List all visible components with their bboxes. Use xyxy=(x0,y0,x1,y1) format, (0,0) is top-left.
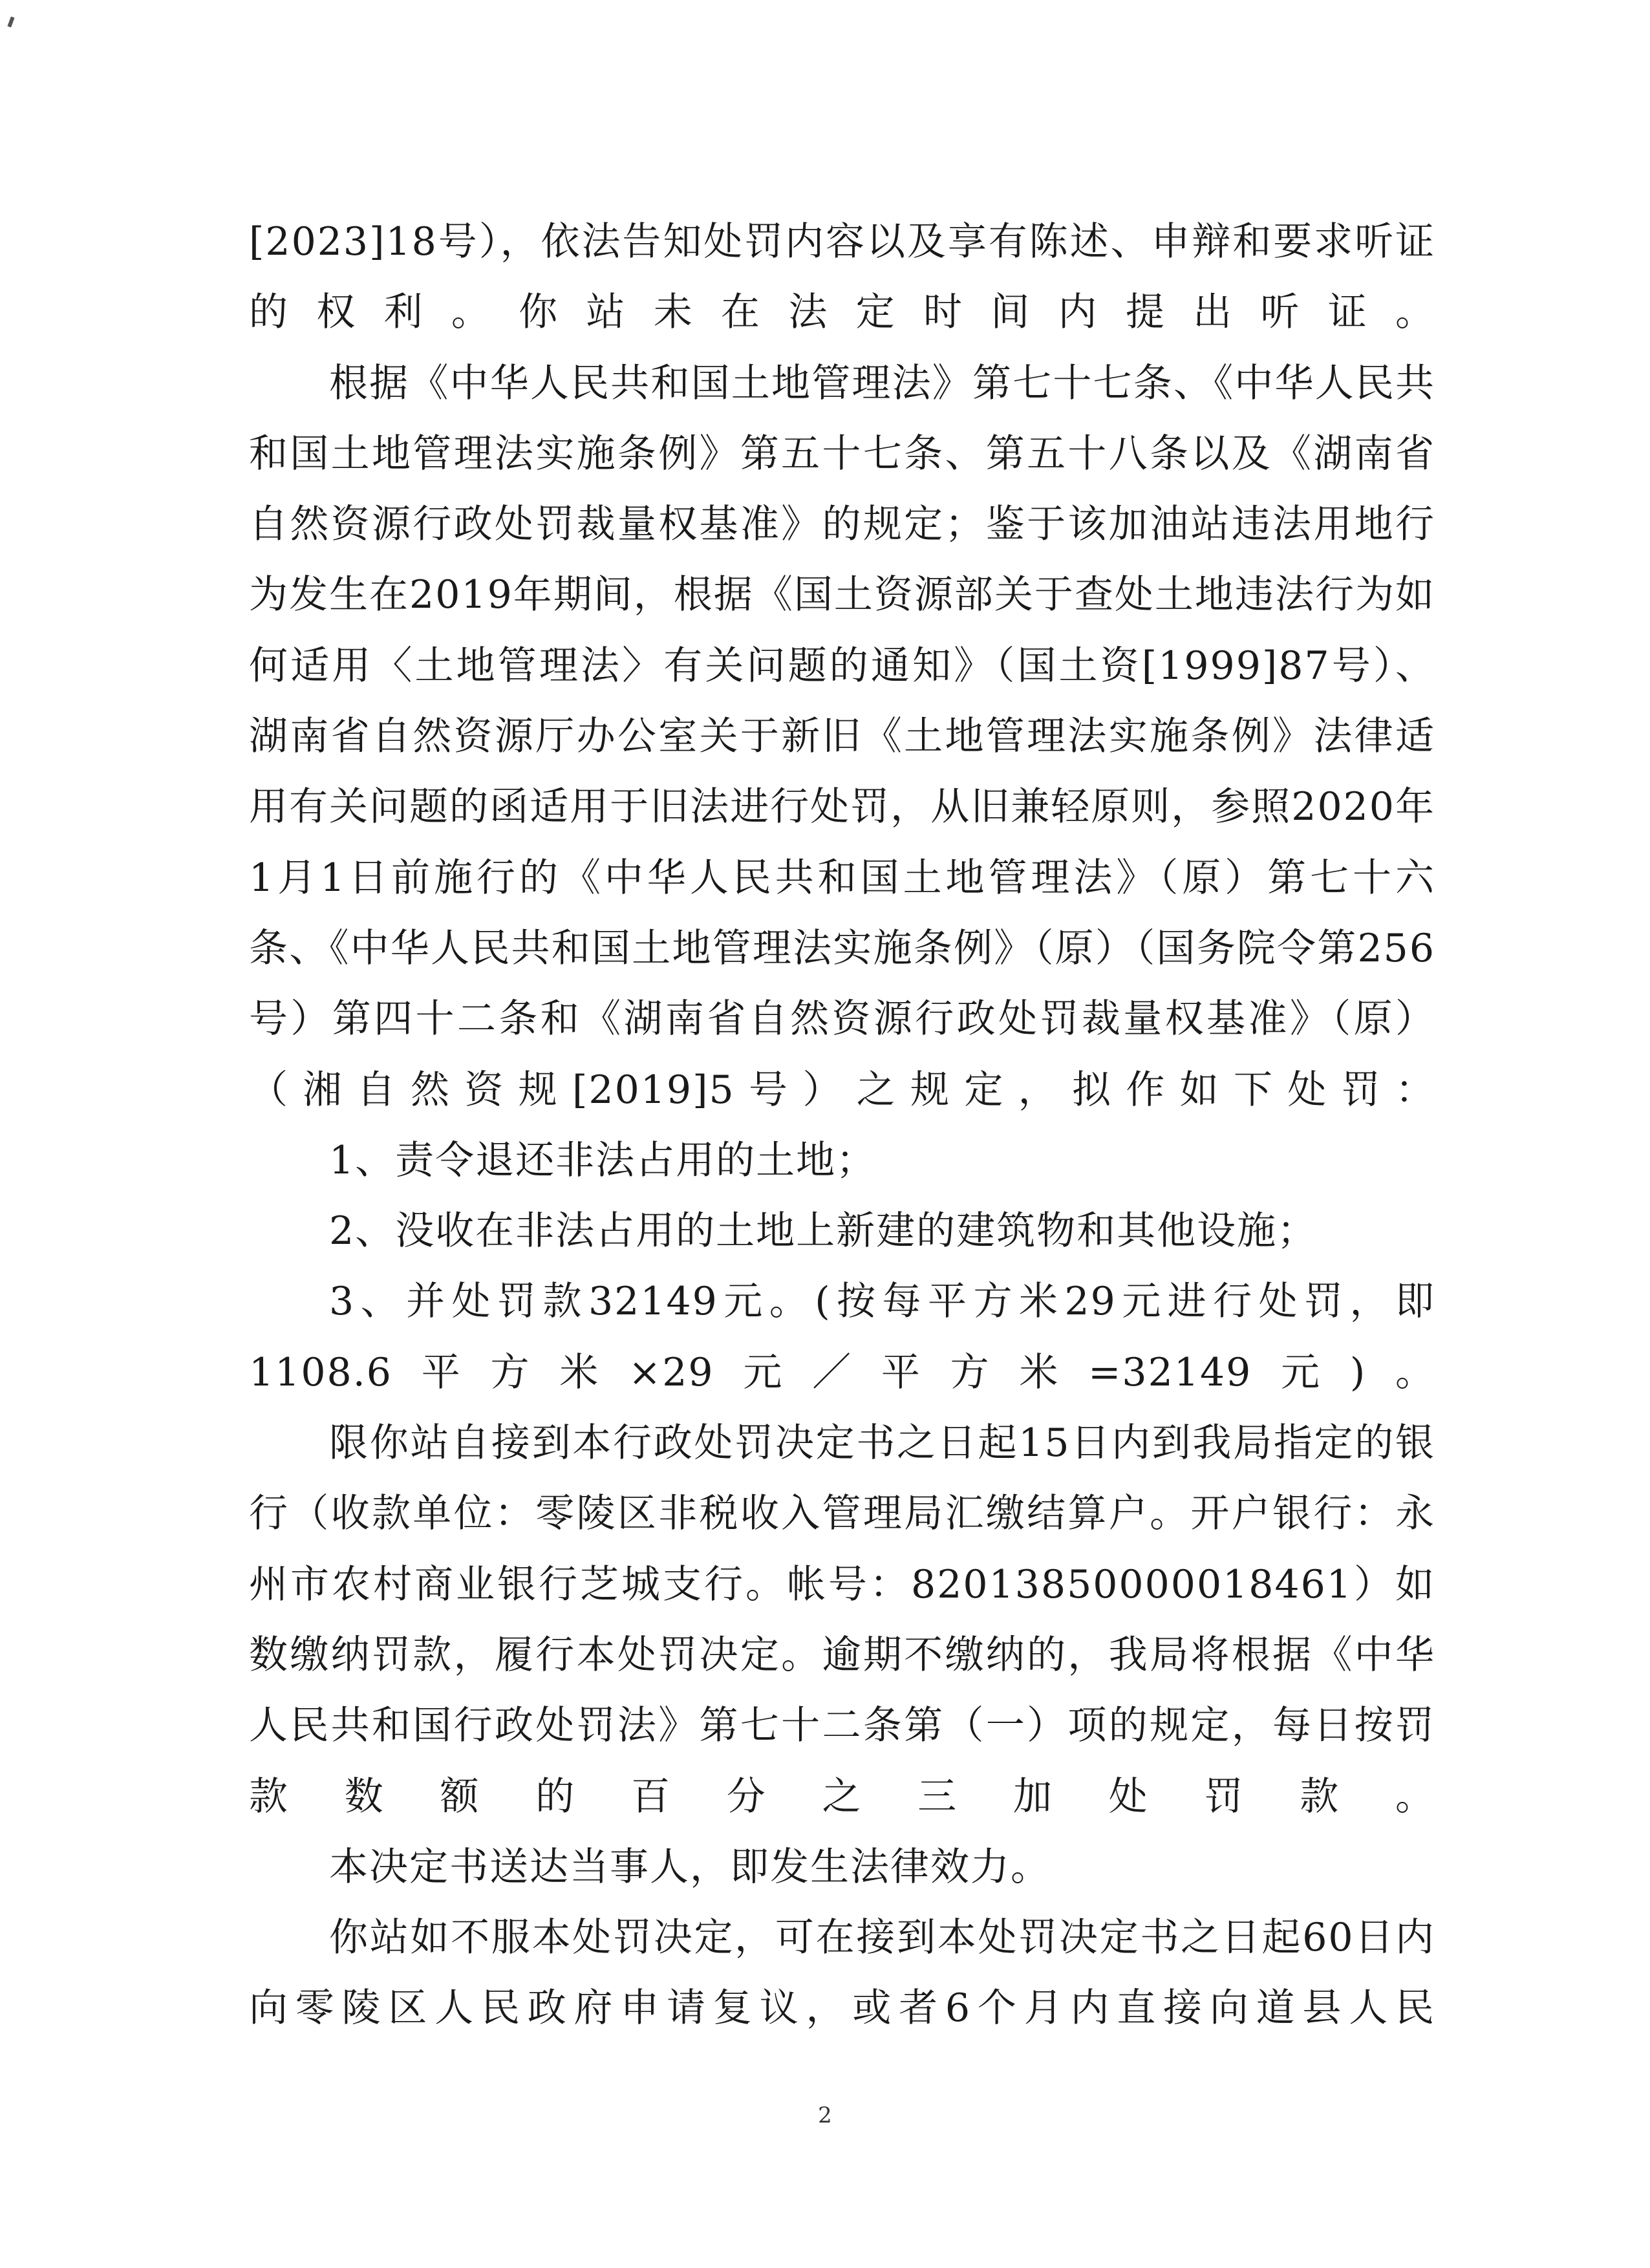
paragraph-hearing-notice: [2023]18号），依法告知处罚内容以及享有陈述、申辩和要求听证的权利。你站未在法定时间内提出听证。 xyxy=(249,219,1435,336)
penalty-item-1: 1、责令退还非法占用的土地； xyxy=(329,1137,877,1183)
document-body xyxy=(249,207,1435,2044)
paragraph-payment-instructions: 限你站自接到本行政处罚决定书之日起15日内到我局指定的银行（收款单位：零陵区非税收入管理局汇缴结算户。开户银行：永州市农村商业银行芝城支行。帐号：82013850000018461）如数缴纳罚款，履行本处罚决定。逾期不缴纳的，我局将根据《中华人民共和国行政处罚法》第七十二条第（一）项的规定，每日按罚款数额的百分之三加处罚款。 xyxy=(249,1420,1435,1819)
paragraph-appeal-rights: 你站如不服本处罚决定，可在接到本处罚决定书之日起60日内向零陵区人民政府申请复议，或者6个月内直接向道县人民 xyxy=(249,1915,1435,2031)
scan-mark xyxy=(7,16,14,27)
page-number: 2 xyxy=(818,2102,832,2128)
paragraph-legal-basis: 根据《中华人民共和国土地管理法》第七十七条、《中华人民共和国土地管理法实施条例》第五十七条、第五十八条以及《湖南省自然资源行政处罚裁量权基准》的规定；鉴于该加油站违法用地行为发生在2019年期间，根据《国土资源部关于查处土地违法行为如何适用〈土地管理法〉有关问题的通知》（国土资[1999]87号）、湖南省自然资源厅办公室关于新旧《土地管理法实施条例》法律适用有关问题的函适用于旧法进行处罚，从旧兼轻原则，参照2020年1月1日前施行的《中华人民共和国土地管理法》（原）第七十六条、《中华人民共和国土地管理法实施条例》（原）（国务院令第256号）第四十二条和《湖南省自然资源行政处罚裁量权基准》（原）（湘自然资规[2019]5号）之规定，拟作如下处罚： xyxy=(249,360,1435,1113)
penalty-item-3: 3、并处罚款32149元。(按每平方米29元进行处罚，即1108.6平方米×29元／平方米=32149元)。 xyxy=(249,1279,1435,1395)
penalty-item-2: 2、没收在非法占用的土地上新建的建筑物和其他设施； xyxy=(329,1208,1318,1254)
paragraph-effectiveness: 本决定书送达当事人，即发生法律效力。 xyxy=(329,1844,1051,1890)
